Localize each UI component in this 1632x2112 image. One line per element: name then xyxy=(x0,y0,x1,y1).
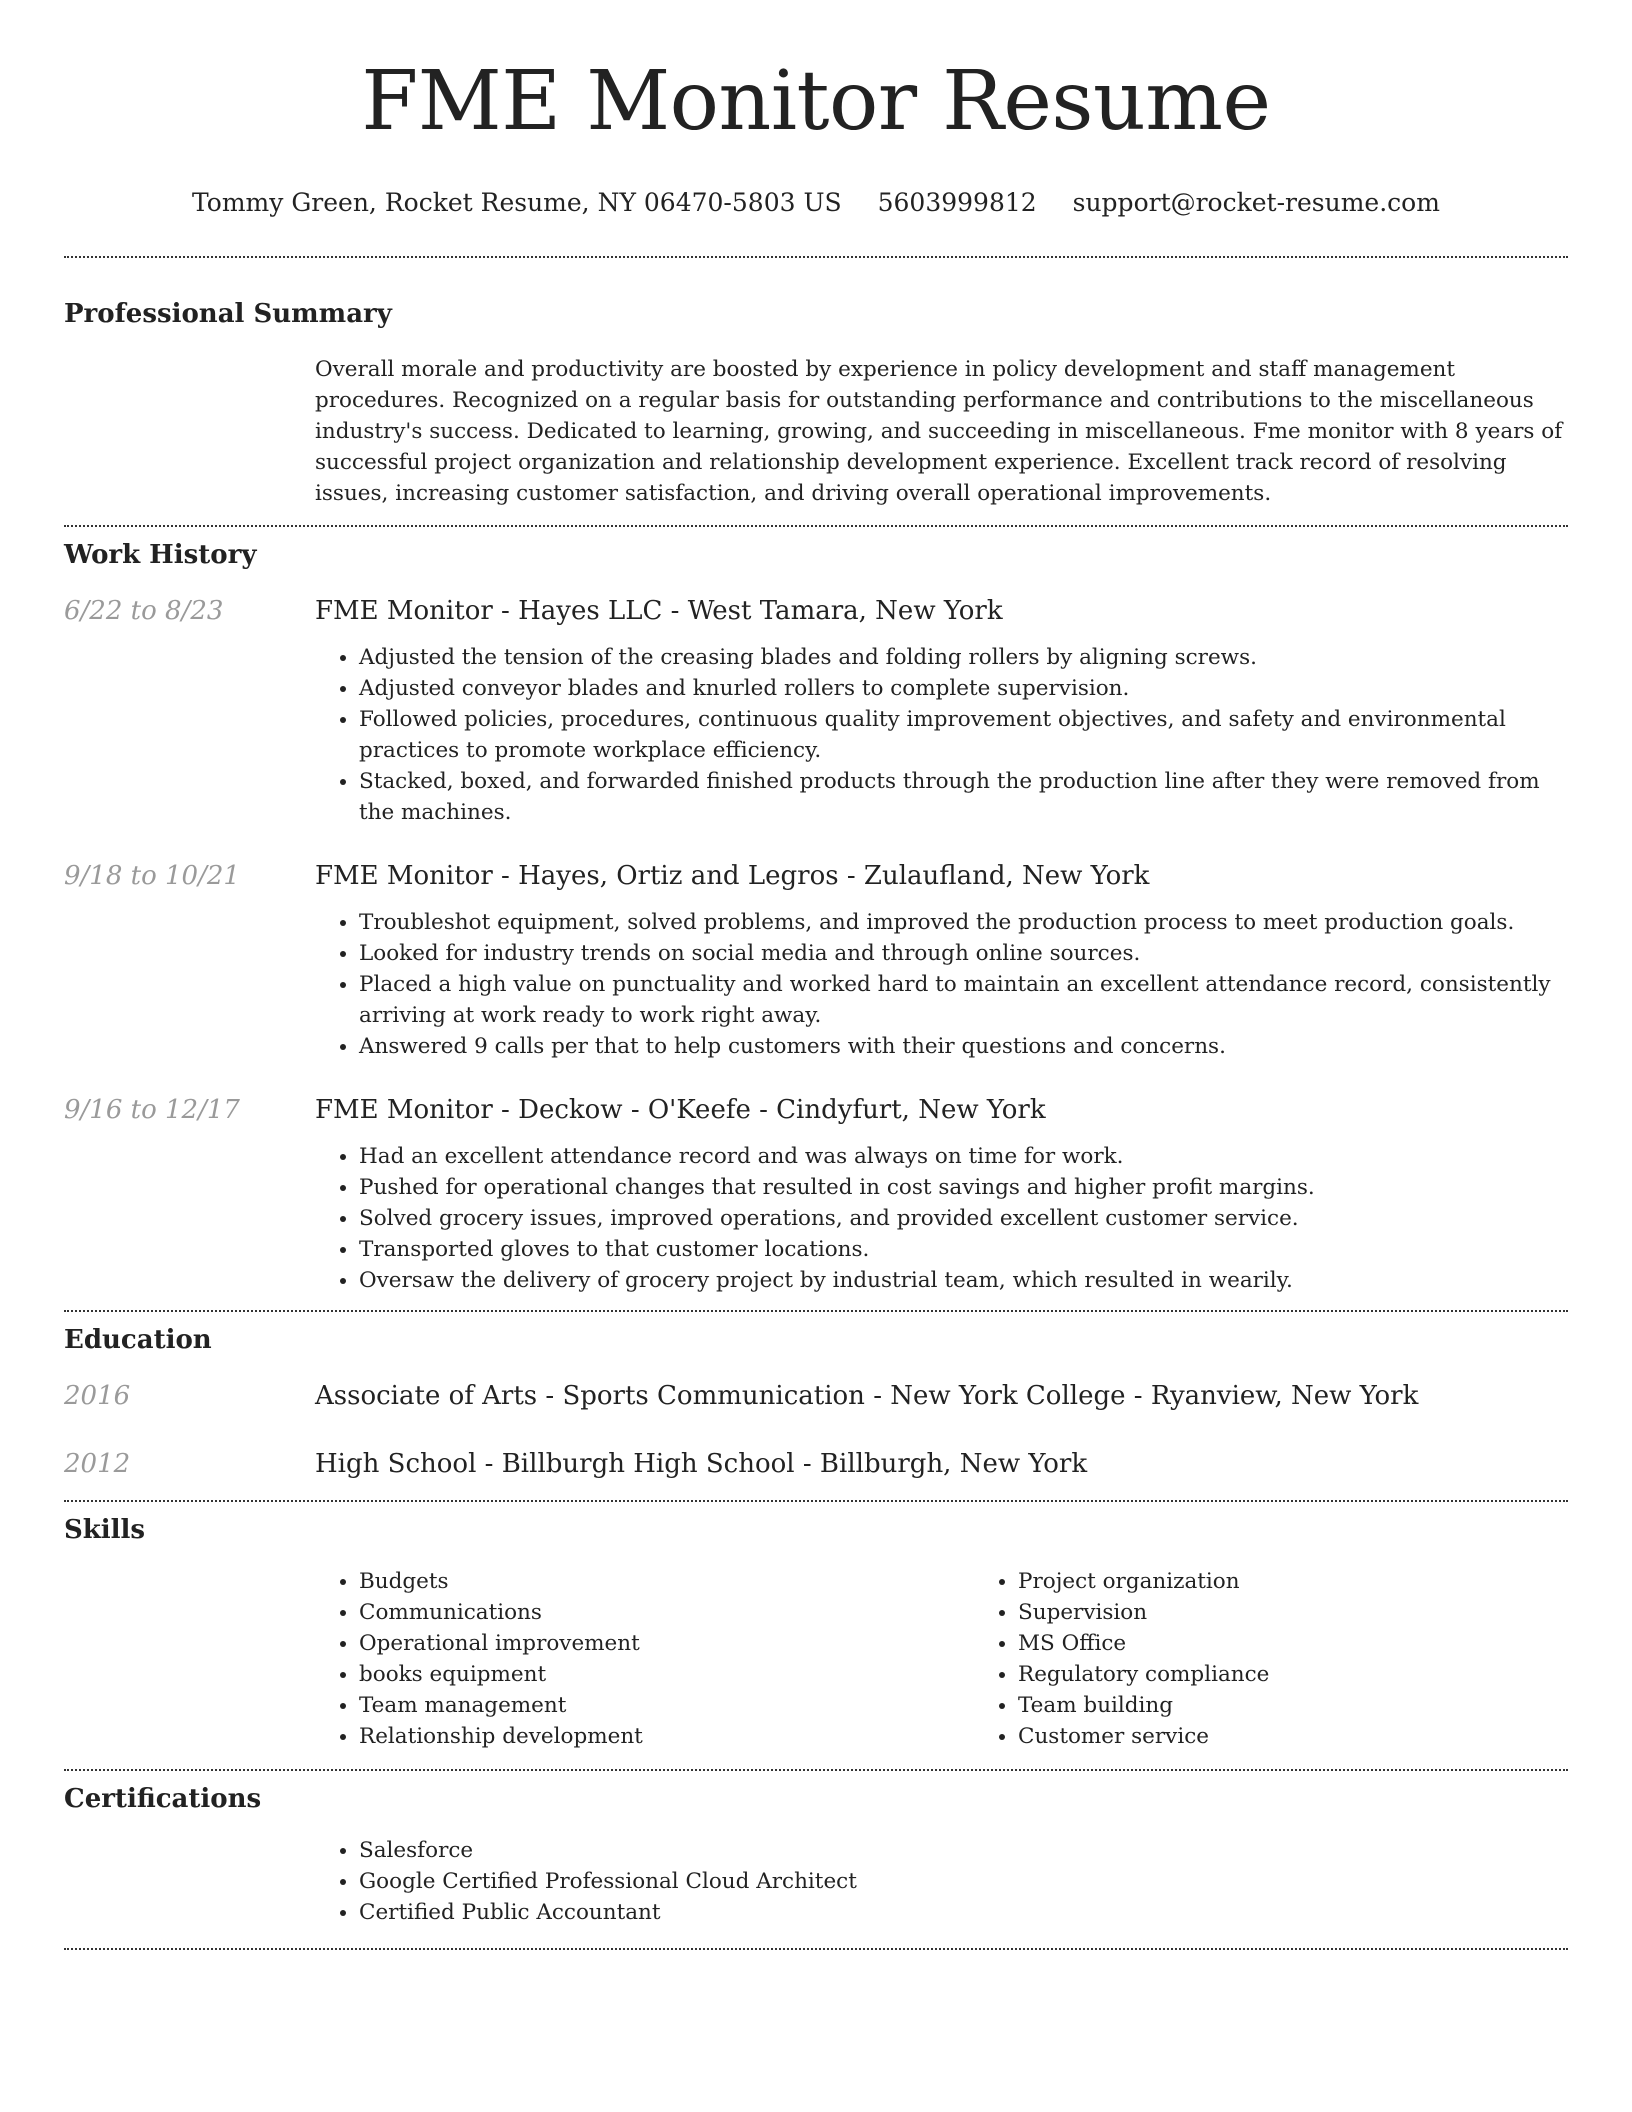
skills-section xyxy=(64,1512,1568,1752)
summary-heading: Professional Summary xyxy=(64,299,392,329)
list-item: • Customer service xyxy=(1018,1721,1632,1752)
contact-phone: 5603999812 xyxy=(877,188,1037,217)
work-history-section xyxy=(64,537,1568,1296)
list-item: • Budgets xyxy=(359,1566,974,1597)
summary-section xyxy=(64,296,1568,509)
list-item: • Had an excellent attendance record and was always on time for work. xyxy=(359,1141,1568,1172)
job-title: FME Monitor xyxy=(315,596,493,626)
work-history-heading: Work History xyxy=(64,540,257,570)
job-bullets xyxy=(315,907,1568,1062)
divider xyxy=(64,256,1568,258)
list-item: • Oversaw the delivery of grocery project by industrial team, which resulted in wearily. xyxy=(359,1265,1568,1296)
job-entry xyxy=(64,593,1568,828)
list-item: • Google Certified Professional Cloud Architect xyxy=(359,1866,1568,1897)
divider xyxy=(64,1500,1568,1502)
certifications-section xyxy=(64,1781,1568,1928)
job-entry xyxy=(64,1092,1568,1296)
list-item: • Supervision xyxy=(1018,1597,1632,1628)
job-employer: - Deckow - O'Keefe - Cindyfurt, New York xyxy=(492,1095,1046,1125)
education-degree: High School xyxy=(315,1449,477,1479)
contact-address: Tommy Green, Rocket Resume, NY 06470-5803 US xyxy=(192,188,842,217)
list-item: • Answered 9 calls per that to help customers with their questions and concerns. xyxy=(359,1031,1568,1062)
list-item: • Looked for industry trends on social media and through online sources. xyxy=(359,938,1568,969)
contact-line xyxy=(64,186,1568,220)
divider xyxy=(64,1948,1568,1950)
education-heading: Education xyxy=(64,1325,212,1355)
education-school: - New York College - Ryanview, New York xyxy=(864,1381,1419,1411)
education-school: - Billburgh High School - Billburgh, New York xyxy=(476,1449,1088,1479)
list-item: • Adjusted conveyor blades and knurled rollers to complete supervision. xyxy=(359,673,1568,704)
job-dates: 9/16 to 12/17 xyxy=(64,1095,240,1125)
skills-list-left xyxy=(315,1566,974,1752)
list-item: • Stacked, boxed, and forwarded finished products through the production line after they were removed from the machines. xyxy=(359,766,1568,828)
list-item: • books equipment xyxy=(359,1659,974,1690)
list-item: • Project organization xyxy=(1018,1566,1632,1597)
job-bullets xyxy=(315,1141,1568,1296)
list-item: • Team building xyxy=(1018,1690,1632,1721)
education-title-line xyxy=(315,1378,1568,1414)
job-title: FME Monitor xyxy=(315,861,493,891)
education-entry xyxy=(64,1446,1568,1482)
education-entry xyxy=(64,1378,1568,1414)
education-degree: Associate of Arts - Sports Communication xyxy=(315,1381,865,1411)
certifications-heading: Certifications xyxy=(64,1784,262,1814)
list-item: • MS Office xyxy=(1018,1628,1632,1659)
education-section xyxy=(64,1322,1568,1482)
certifications-list xyxy=(315,1835,1568,1928)
job-title: FME Monitor xyxy=(315,1095,493,1125)
job-title-line xyxy=(315,1092,1568,1128)
list-item: • Placed a high value on punctuality and worked hard to maintain an excellent attendance record, consistently arriving at work ready to work right away. xyxy=(359,969,1568,1031)
education-year: 2012 xyxy=(64,1449,131,1479)
list-item: • Relationship development xyxy=(359,1721,974,1752)
summary-text: Overall morale and productivity are boosted by experience in policy development and staff management procedures. Recognized on a regular basis for outstanding performance and contributions to the miscellaneous industry's success. Dedicated to learning, growing, and succeeding in miscellaneous. Fme monitor with 8 years of successful project organization and relationship development experience. Excellent track record of resolving issues, increasing customer satisfaction, and driving overall operational improvements. xyxy=(315,357,1563,506)
list-item: • Team management xyxy=(359,1690,974,1721)
list-item: • Solved grocery issues, improved operations, and provided excellent customer service. xyxy=(359,1203,1568,1234)
list-item: • Regulatory compliance xyxy=(1018,1659,1632,1690)
job-dates: 9/18 to 10/21 xyxy=(64,861,240,891)
job-title-line xyxy=(315,858,1568,894)
divider xyxy=(64,1310,1568,1312)
job-bullets xyxy=(315,642,1568,828)
list-item: • Communications xyxy=(359,1597,974,1628)
education-title-line xyxy=(315,1446,1568,1482)
contact-email: support@rocket-resume.com xyxy=(1072,188,1440,217)
job-entry xyxy=(64,858,1568,1062)
list-item: • Certified Public Accountant xyxy=(359,1897,1568,1928)
job-employer: - Hayes LLC - West Tamara, New York xyxy=(492,596,1003,626)
education-year: 2016 xyxy=(64,1381,131,1411)
list-item: • Transported gloves to that customer locations. xyxy=(359,1234,1568,1265)
list-item: • Adjusted the tension of the creasing blades and folding rollers by aligning screws. xyxy=(359,642,1568,673)
list-item: • Salesforce xyxy=(359,1835,1568,1866)
skills-heading: Skills xyxy=(64,1515,146,1545)
resume-title: FME Monitor Resume xyxy=(361,54,1271,149)
divider xyxy=(64,525,1568,527)
divider xyxy=(64,1769,1568,1771)
job-employer: - Hayes, Ortiz and Legros - Zulaufland, New York xyxy=(492,861,1150,891)
list-item: • Operational improvement xyxy=(359,1628,974,1659)
job-title-line xyxy=(315,593,1568,629)
resume-page xyxy=(64,0,1568,1950)
job-dates: 6/22 to 8/23 xyxy=(64,596,224,626)
skills-list-right xyxy=(974,1566,1632,1752)
list-item: • Troubleshot equipment, solved problems, and improved the production process to meet production goals. xyxy=(359,907,1568,938)
list-item: • Pushed for operational changes that resulted in cost savings and higher profit margins. xyxy=(359,1172,1568,1203)
list-item: • Followed policies, procedures, continuous quality improvement objectives, and safety and environmental practices to promote workplace efficiency. xyxy=(359,704,1568,766)
